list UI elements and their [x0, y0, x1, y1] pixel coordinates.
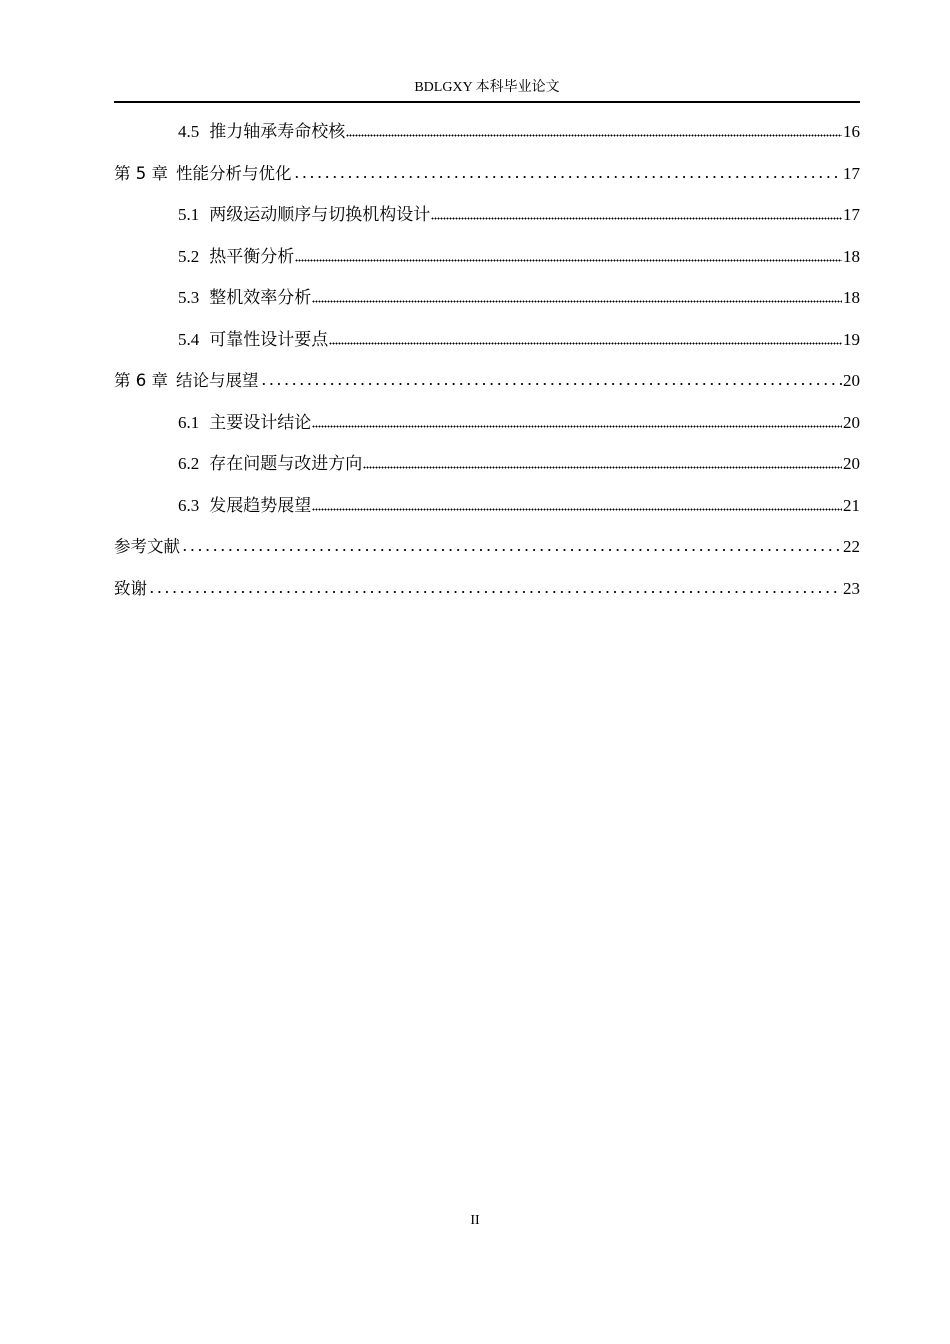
toc-entry-title: 性能分析与优化: [176, 163, 292, 183]
toc-entry-number: 6.3: [178, 495, 200, 515]
toc-entry-page: 22: [843, 537, 860, 556]
toc-dot-leader: [312, 499, 842, 511]
toc-entry-number: 6.1: [178, 412, 200, 432]
toc-entry-page: 18: [843, 246, 860, 266]
toc-entry-title: 整机效率分析: [209, 288, 312, 307]
toc-dot-leader: [295, 250, 842, 262]
page-number: II: [470, 1213, 480, 1228]
toc-entry-number: 第 6 章: [114, 371, 168, 390]
toc-entry-title: 可靠性设计要点: [209, 329, 329, 349]
toc-entry[interactable]: [114, 573, 860, 615]
toc-entry-number: 5.3: [178, 288, 200, 307]
toc-entry-number: 6.2: [178, 454, 200, 473]
toc-entry-page: 20: [843, 371, 860, 390]
page-header: [114, 78, 860, 103]
toc-dot-leader: [329, 333, 842, 345]
toc-entry-title: 致谢: [114, 578, 147, 598]
toc-entry[interactable]: [114, 324, 860, 366]
toc-entry-number: 5.1: [178, 205, 200, 224]
toc-entry-page: 21: [843, 495, 860, 515]
toc-entry[interactable]: [114, 199, 860, 241]
toc-entry-page: 18: [843, 288, 860, 307]
toc-entry[interactable]: [114, 531, 860, 573]
toc-entry-title: 两级运动顺序与切换机构设计: [209, 205, 431, 224]
toc-entry-number: 5.2: [178, 246, 200, 266]
header-title: BDLGXY 本科毕业论文: [414, 80, 560, 95]
page-footer: [0, 1211, 950, 1231]
toc-dot-leader: [148, 582, 842, 594]
toc-dot-leader: [312, 416, 842, 428]
toc-entry-page: 23: [843, 578, 860, 598]
toc-entry[interactable]: [114, 158, 860, 200]
toc-dot-leader: [346, 125, 842, 137]
toc-entry-page: 20: [843, 412, 860, 432]
toc-entry[interactable]: [114, 407, 860, 449]
toc-dot-leader: [431, 208, 842, 220]
toc-dot-leader: [181, 540, 842, 552]
toc-entry[interactable]: [114, 365, 860, 407]
toc-entry[interactable]: [114, 490, 860, 532]
table-of-contents: [114, 116, 860, 614]
toc-entry-page: 16: [843, 122, 860, 141]
toc-entry-title: 发展趋势展望: [209, 495, 312, 515]
toc-entry-title: 结论与展望: [176, 371, 259, 390]
toc-entry-number: 5.4: [178, 329, 200, 349]
toc-entry-title: 主要设计结论: [209, 412, 312, 432]
toc-entry-page: 17: [843, 205, 860, 224]
toc-dot-leader: [312, 291, 842, 303]
toc-entry-page: 20: [843, 454, 860, 473]
toc-dot-leader: [260, 374, 843, 386]
toc-entry-title: 热平衡分析: [209, 246, 295, 266]
toc-entry-title: 推力轴承寿命校核: [209, 122, 346, 141]
toc-entry-number: 4.5: [178, 122, 200, 141]
toc-entry-title: 存在问题与改进方向: [209, 454, 363, 473]
toc-entry-title: 参考文献: [114, 537, 180, 556]
toc-dot-leader: [293, 167, 843, 179]
toc-entry[interactable]: [114, 116, 860, 158]
toc-dot-leader: [363, 457, 842, 469]
toc-entry[interactable]: [114, 241, 860, 283]
toc-entry-number: 第 5 章: [114, 163, 168, 183]
toc-entry-page: 19: [843, 329, 860, 349]
toc-entry-page: 17: [843, 163, 860, 183]
toc-entry[interactable]: [114, 448, 860, 490]
toc-entry[interactable]: [114, 282, 860, 324]
